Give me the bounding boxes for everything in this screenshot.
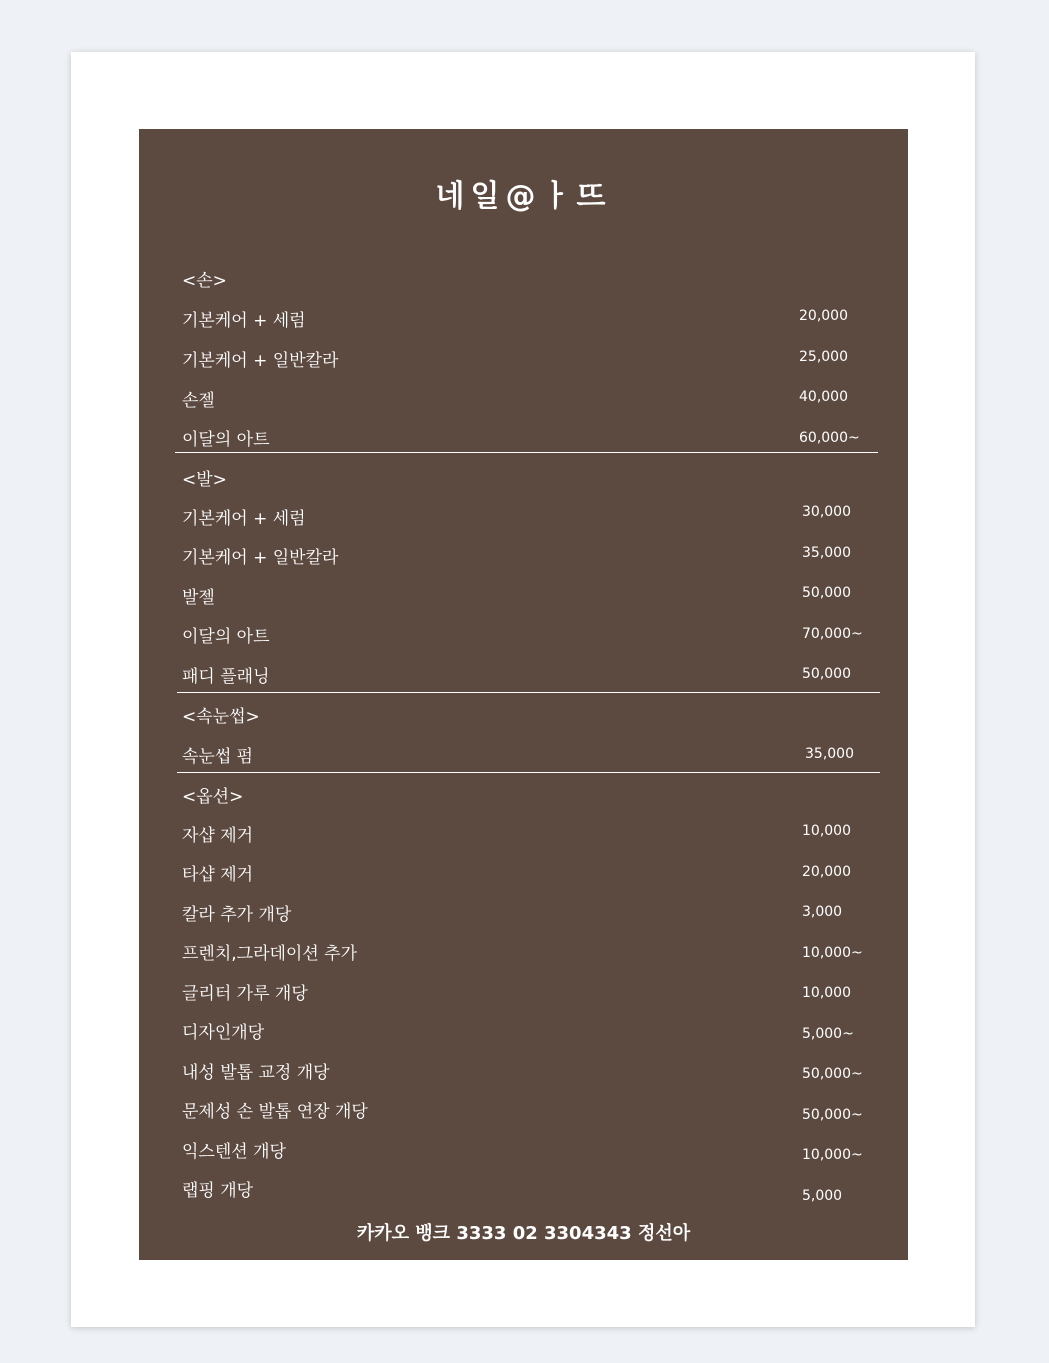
menu-item-price: 40,000 bbox=[799, 389, 848, 405]
menu-item-name: 익스텐션 개당 bbox=[182, 1142, 286, 1162]
section-header-lash: <속눈썹> bbox=[182, 707, 260, 727]
menu-item-price: 30,000 bbox=[802, 504, 851, 520]
menu-item-name: 디자인개당 bbox=[182, 1023, 265, 1043]
menu-item-name: 발젤 bbox=[182, 588, 215, 608]
menu-item-price: 3,000 bbox=[802, 904, 843, 920]
menu-item-name: 문제성 손 발톱 연장 개당 bbox=[182, 1102, 368, 1122]
menu-item-name: 타샵 제거 bbox=[182, 865, 254, 885]
section-header-foot: <발> bbox=[182, 470, 227, 490]
menu-item-name: 기본케어 + 세럼 bbox=[182, 509, 306, 529]
menu-item-price: 5,000 bbox=[802, 1188, 843, 1204]
section-header-options: <옵션> bbox=[182, 787, 244, 807]
menu-item-price: 35,000 bbox=[805, 746, 854, 762]
menu-item-name: 랩핑 개당 bbox=[182, 1181, 254, 1201]
menu-item-price: 60,000~ bbox=[799, 430, 860, 446]
menu-title: 네일@ㅏ뜨 bbox=[435, 179, 612, 214]
section-divider bbox=[177, 692, 880, 693]
menu-board bbox=[139, 129, 908, 1260]
section-header-hand: <손> bbox=[182, 271, 227, 291]
menu-item-price: 10,000~ bbox=[802, 1147, 863, 1163]
menu-item-price: 25,000 bbox=[799, 349, 848, 365]
menu-item-name: 글리터 가루 개당 bbox=[182, 984, 308, 1004]
menu-item-price: 35,000 bbox=[802, 545, 851, 561]
menu-item-price: 10,000 bbox=[802, 985, 851, 1001]
menu-item-price: 10,000 bbox=[802, 823, 851, 839]
menu-item-price: 5,000~ bbox=[802, 1026, 854, 1042]
menu-item-price: 50,000 bbox=[802, 585, 851, 601]
menu-item-name: 손젤 bbox=[182, 391, 215, 411]
menu-item-price: 10,000~ bbox=[802, 945, 863, 961]
menu-item-name: 패디 플래닝 bbox=[182, 667, 270, 687]
menu-item-name: 기본케어 + 일반칼라 bbox=[182, 351, 339, 371]
section-divider bbox=[175, 452, 878, 453]
section-divider bbox=[177, 772, 880, 773]
menu-item-name: 칼라 추가 개당 bbox=[182, 905, 292, 925]
menu-item-name: 기본케어 + 세럼 bbox=[182, 311, 306, 331]
menu-item-price: 50,000 bbox=[802, 666, 851, 682]
menu-item-price: 50,000~ bbox=[802, 1107, 863, 1123]
payment-info: 카카오 뱅크 3333 02 3304343 정선아 bbox=[356, 1223, 691, 1244]
menu-item-name: 내성 발톱 교정 개당 bbox=[182, 1063, 330, 1083]
menu-item-price: 70,000~ bbox=[802, 626, 863, 642]
document-page bbox=[71, 52, 975, 1327]
menu-item-name: 이달의 아트 bbox=[182, 430, 270, 450]
menu-item-name: 이달의 아트 bbox=[182, 627, 270, 647]
menu-item-name: 기본케어 + 일반칼라 bbox=[182, 548, 339, 568]
menu-item-name: 프렌치,그라데이션 추가 bbox=[182, 944, 358, 964]
menu-item-price: 20,000 bbox=[802, 864, 851, 880]
menu-item-price: 20,000 bbox=[799, 308, 848, 324]
menu-item-price: 50,000~ bbox=[802, 1066, 863, 1082]
menu-item-name: 자샵 제거 bbox=[182, 826, 254, 846]
menu-item-name: 속눈썹 펌 bbox=[182, 747, 254, 767]
